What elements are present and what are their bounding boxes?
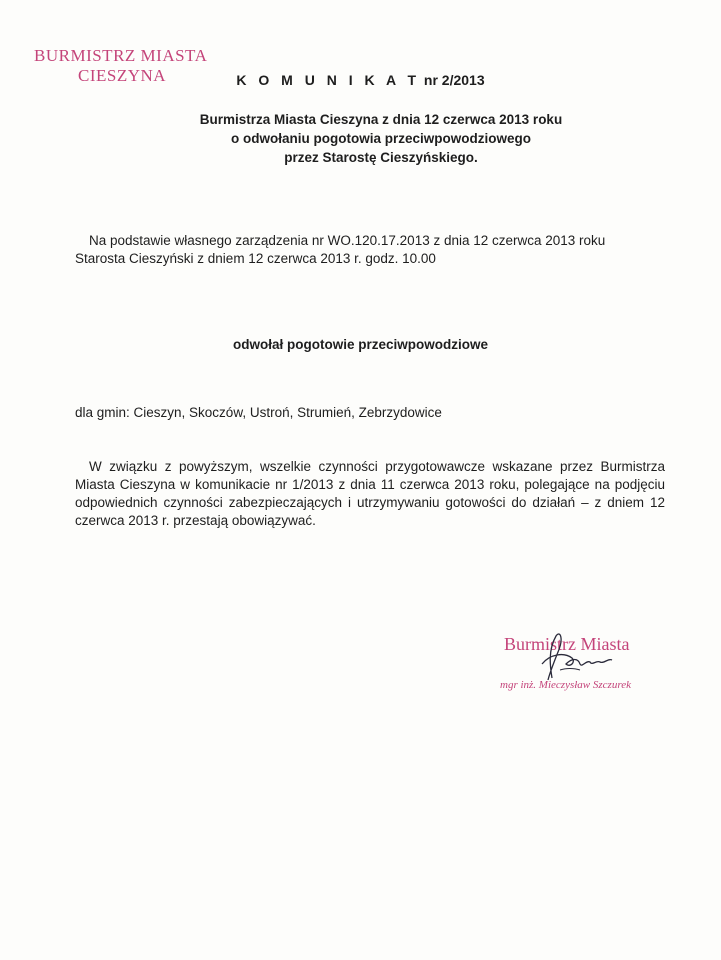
paragraph-municipalities: dla gmin: Cieszyn, Skoczów, Ustroń, Strumień, Zebrzydowice: [75, 405, 442, 420]
subtitle-line-3: przez Starostę Cieszyńskiego.: [284, 150, 478, 165]
subtitle-line-2: o odwołaniu pogotowia przeciwpowodziowego: [231, 131, 531, 146]
subtitle-line-1: Burmistrza Miasta Cieszyna z dnia 12 czerwca 2013 roku: [199, 112, 563, 127]
basis-line-1: Na podstawie własnego zarządzenia nr WO.120.17.2013 z dnia 12 czerwca 2013 roku: [89, 233, 606, 248]
handwritten-signature: [520, 628, 630, 684]
basis-line-2: Starosta Cieszyński z dniem 12 czerwca 2013 r. godz. 10.00: [75, 251, 436, 266]
title-number: nr 2/2013: [423, 72, 485, 88]
signature-stamp: Burmistrz Miasta: [504, 634, 630, 654]
consequence-text: W związku z powyższym, wszelkie czynności przygotowawcze wskazane przez Burmistrza Miasta Cieszyna w komunikacie nr 1/2013 z dnia 11 czerwca 2013 roku, polegające na podjęciu odpowiednich czynności zabezpieczających i utrzymywaniu gotowości do działań – z dniem 12 czerwca 2013 r. przestają obowiązywać.: [75, 459, 665, 528]
paragraph-basis: [75, 232, 665, 268]
document-title: [0, 72, 721, 88]
document-subtitle: [100, 110, 662, 167]
stamp-line-1: BURMISTRZ MIASTA: [34, 46, 208, 65]
title-word: K O M U N I K A T: [236, 72, 420, 88]
decision-text: odwołał pogotowie przeciwpowodziowe: [233, 337, 488, 352]
paragraph-consequence: [75, 458, 665, 530]
stamp-line-2: CIESZYNA: [78, 66, 167, 85]
signatory-name: mgr inż. Mieczysław Szczurek: [500, 679, 631, 691]
